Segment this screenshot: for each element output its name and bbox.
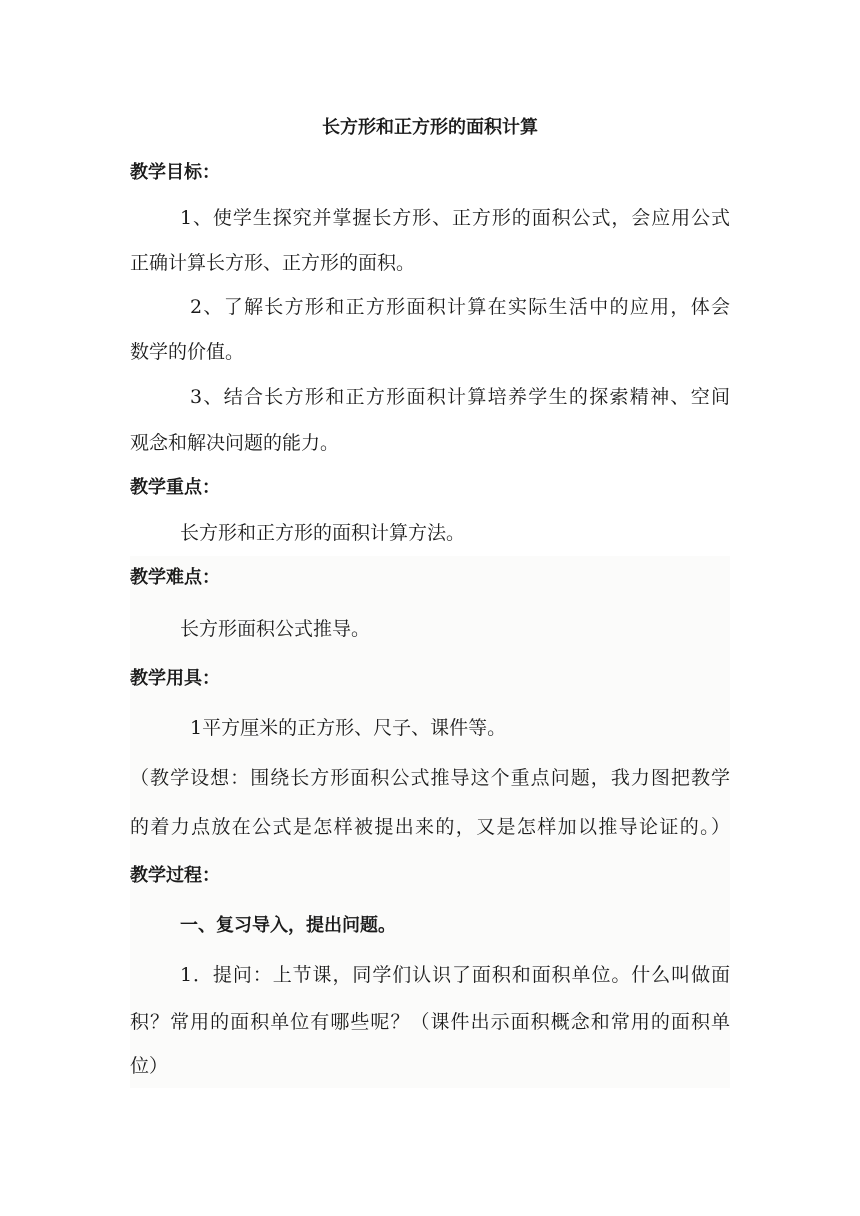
step-1-line-3: 位）: [130, 1055, 169, 1077]
design-line-2: 的着力点放在公式是怎样被提出来的，又是怎样加以推导论证的。）: [130, 816, 730, 838]
objective-2-line-1: 2、了解长方形和正方形面积计算在实际生活中的应用，体会: [190, 296, 730, 318]
difficulties-text: 长方形面积公式推导。: [180, 618, 371, 640]
objectives-heading: 教学目标：: [130, 162, 220, 183]
key-points-text: 长方形和正方形的面积计算方法。: [180, 522, 466, 544]
objective-1-line-1: 1、使学生探究并掌握长方形、正方形的面积公式，会应用公式: [180, 207, 730, 229]
tools-text: 1平方厘米的正方形、尺子、课件等。: [190, 717, 507, 739]
document-title: 长方形和正方形的面积计算: [322, 117, 538, 138]
process-heading: 教学过程：: [130, 865, 220, 886]
objective-1-line-2: 正确计算长方形、正方形的面积。: [130, 252, 416, 274]
section-1-heading: 一、复习导入，提出问题。: [180, 915, 396, 936]
difficulties-heading: 教学难点：: [130, 567, 220, 588]
tools-heading: 教学用具：: [130, 668, 220, 689]
key-points-heading: 教学重点：: [130, 477, 220, 498]
step-1-line-1: 1．提问：上节课，同学们认识了面积和面积单位。什么叫做面: [180, 964, 730, 986]
design-line-1: （教学设想：围绕长方形面积公式推导这个重点问题，我力图把教学: [130, 767, 730, 789]
objective-3-line-2: 观念和解决问题的能力。: [130, 432, 340, 454]
step-1-line-2: 积？常用的面积单位有哪些呢？（课件出示面积概念和常用的面积单: [130, 1011, 730, 1033]
objective-3-line-1: 3、结合长方形和正方形面积计算培养学生的探索精神、空间: [190, 386, 730, 408]
objective-2-line-2: 数学的价值。: [130, 341, 245, 363]
